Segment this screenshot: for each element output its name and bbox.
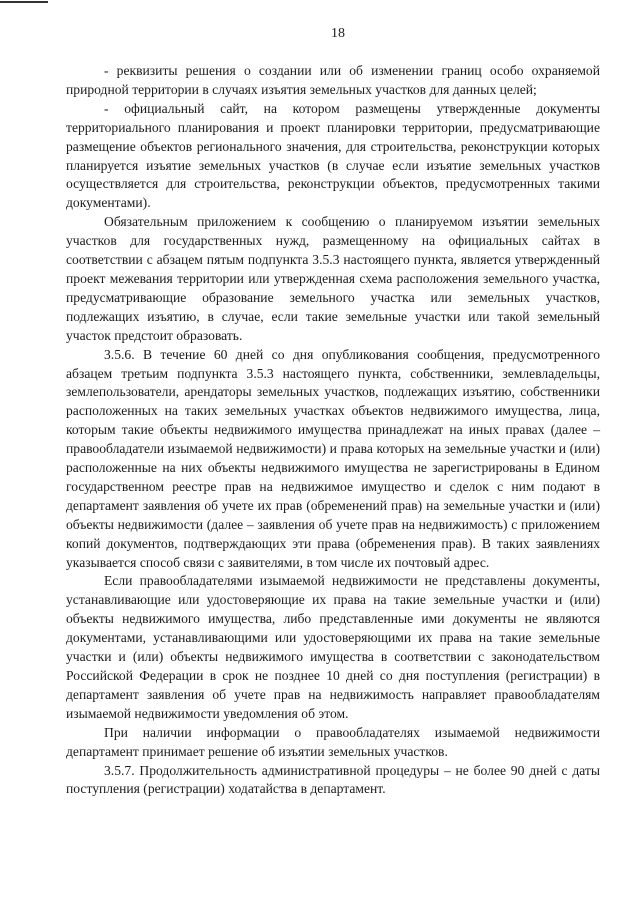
- paragraph-decision: При наличии информации о правообладателях изымаемой недвижимости департамент принимает решение об изъятии земельных участков.: [66, 724, 600, 759]
- paragraph-mandatory-attachment: Обязательным приложением к сообщению о планируемом изъятии земельных участков для государственных нужд, размещенному на официальных сайтах в соответствии с абзацем пятым подпункта 3.5.3 настоящего пункта, является утвержденный проект межевания территории или утвержденная схема расположения земельного участка, предусматривающие образование земельного участка или земельных участков, подлежащих изъятию, в случае, если такие земельные участки или такой земельный участок предстоит образовать.: [66, 214, 600, 343]
- document-body: [66, 62, 600, 799]
- paragraph-3-5-7: 3.5.7. Продолжительность административной процедуры – не более 90 дней с даты поступления (регистрации) ходатайства в департамент.: [66, 762, 600, 797]
- paragraph-documents-not-provided: Если правообладателями изымаемой недвижимости не представлены документы, устанавливающие или удостоверяющие их права на такие земельные участки и (или) объекты недвижимого имущества, либо представленные ими документы не являются документами, устанавливающими или удостоверяющими их права на такие земельные участки и (или) объекты недвижимого имущества в соответствии с законодательством Российской Федерации в срок не позднее 10 дней со дня поступления (регистрации) в департамент заявления об учете прав на недвижимость направляет правообладателям изымаемой недвижимости уведомления об этом.: [66, 573, 600, 721]
- paragraph-requisites: - реквизиты решения о создании или об изменении границ особо охраняемой природной территории в случаях изъятия земельных участков для данных целей;: [66, 63, 600, 97]
- paragraph-3-5-6: 3.5.6. В течение 60 дней со дня опубликования сообщения, предусмотренного абзацем третьим подпункта 3.5.3 настоящего пункта, собственники, землевладельцы, землепользователи, арендаторы земельных участков, подлежащих изъятию, собственники расположенных на таких земельных участках объектов недвижимого имущества, лица, которым такие объекты недвижимого имущества принадлежат на иных правах (далее – правообладатели изымаемой недвижимости) и права которых на земельные участки и (или) расположенные на них объекты недвижимого имущества не зарегистрированы в Едином государственном реестре прав на недвижимое имущество и сделок с ним подают в департамент заявления об учете их прав (обременений прав) на земельные участки и (или) объекты недвижимости (далее – заявления об учете прав на недвижимость) с приложением копий документов, подтверждающих эти права (обременения прав). В таких заявлениях указывается способ связи с заявителями, в том числе их почтовый адрес.: [66, 346, 600, 570]
- scan-edge-line: [0, 1, 48, 3]
- paragraph-official-site: - официальный сайт, на котором размещены утвержденные документы территориального планирования и проект планировки территории, предусматривающие размещение объектов регионального значения, для строительства, реконструкции которых планируется изъятие земельных участков (в случае если изъятие земельных участков осуществляется для строительства, реконструкции объектов, предусмотренных такими документами).: [66, 100, 600, 211]
- page-number: 18: [331, 26, 345, 41]
